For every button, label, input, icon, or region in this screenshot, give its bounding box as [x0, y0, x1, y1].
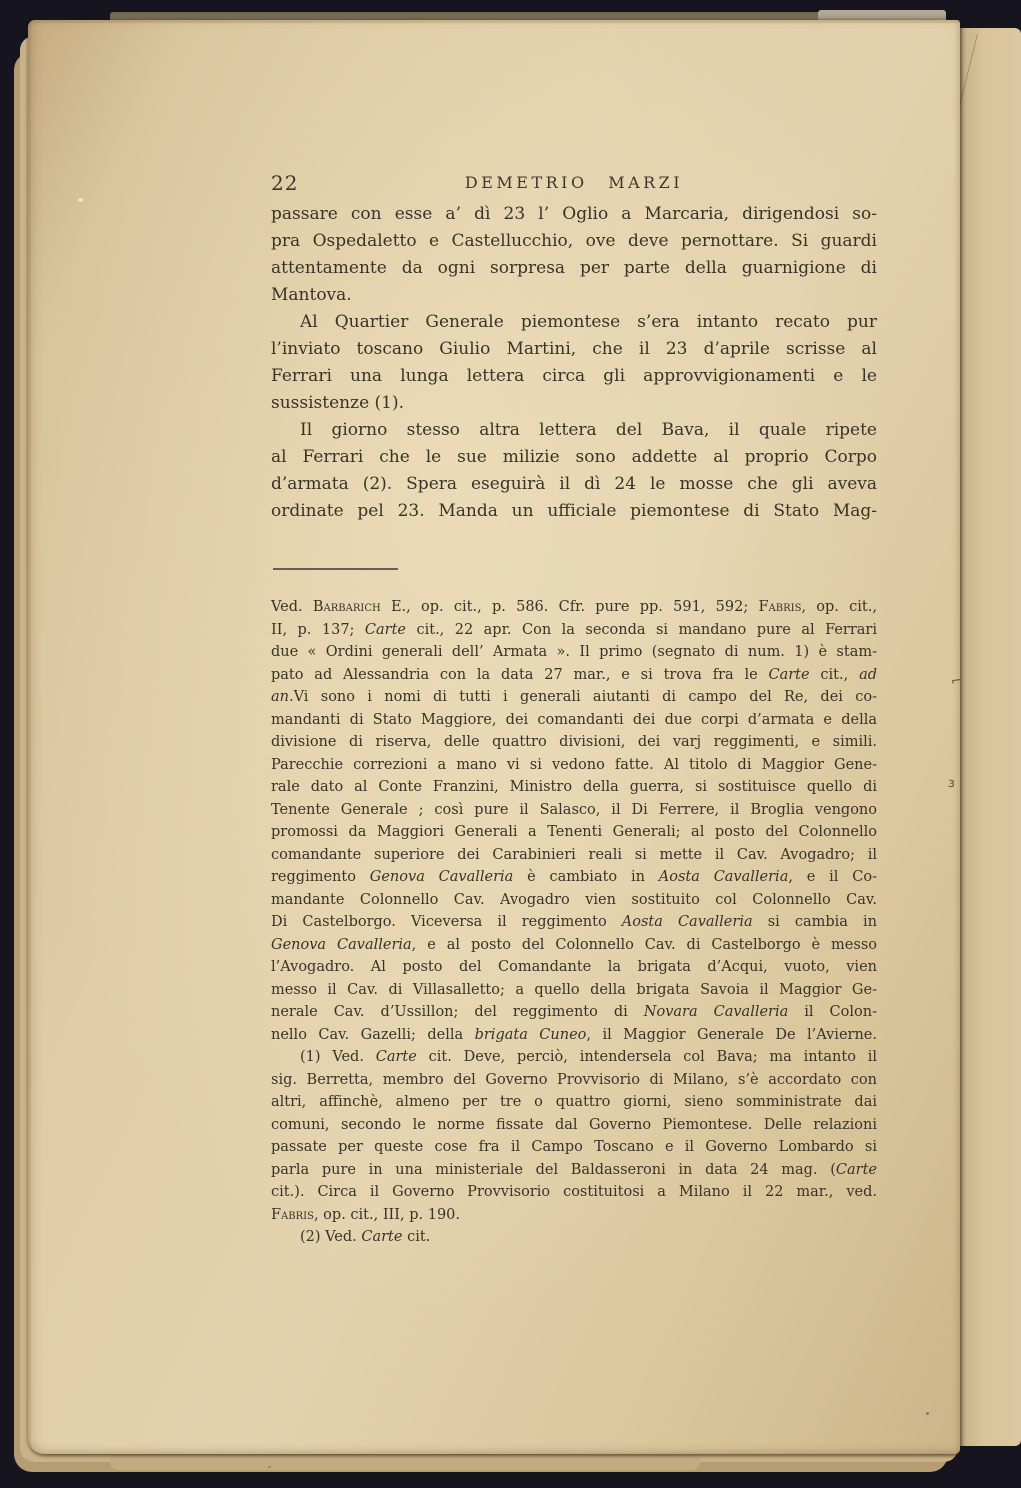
text-line	[271, 1114, 877, 1137]
text-line	[271, 1046, 877, 1069]
text-line	[271, 201, 877, 228]
text-line	[271, 709, 877, 732]
text-segment: Carte	[375, 1049, 417, 1065]
text-line	[271, 444, 877, 471]
text-line	[271, 641, 877, 664]
text-segment: mandanti di Stato Maggiore, dei comandanti dei due corpi d’armata e della	[271, 711, 877, 728]
paper-speck	[78, 198, 83, 202]
text-segment: Mantova.	[271, 285, 352, 305]
text-segment: Carte	[361, 1229, 403, 1245]
text-segment: si cambia in	[752, 914, 877, 930]
text-segment: è cambiato in	[513, 869, 659, 885]
text-segment: passare con esse a’ dì 23 l’ Oglio a Marcaria, dirigendosi so-	[271, 204, 877, 224]
text-segment: attentamente da ogni sorpresa per parte della guarnigione di	[271, 258, 877, 278]
text-segment: ordinate pel 23. Manda un ufficiale piemontese di Stato Mag-	[271, 501, 877, 521]
text-segment: sussistenze (1).	[271, 393, 405, 413]
text-segment: , op. cit.,	[801, 599, 877, 615]
text-segment: cit. Deve, perciò, intendersela col Bava; ma intanto il	[416, 1049, 877, 1065]
text-segment: Novara Cavalleria	[643, 1004, 789, 1020]
text-segment: reggimento	[271, 869, 370, 885]
text-segment: comandante superiore dei Carabinieri reali si mette il Cav. Avogadro; il	[271, 846, 877, 863]
text-line	[271, 471, 877, 498]
text-segment: pra Ospedaletto e Castellucchio, ove deve pernottare. Si guardi	[271, 231, 877, 251]
text-segment: Ferrari una lunga lettera circa gli approvvigionamenti e le	[271, 366, 877, 386]
text-segment: brigata Cuneo	[474, 1026, 587, 1043]
text-segment: due « Ordini generali dell’ Armata ». Il primo (segnato di num. 1) è stam-	[271, 644, 877, 660]
text-line	[271, 596, 877, 619]
text-segment: Barbarich	[312, 599, 381, 615]
text-line	[271, 282, 877, 309]
ink-edge-mark-icon: з	[947, 775, 956, 792]
text-line	[271, 731, 877, 754]
text-line	[271, 1136, 877, 1159]
text-segment: Aosta Cavalleria	[658, 869, 789, 885]
text-segment: nerale Cav. d’Ussillon; del reggimento di	[271, 1004, 644, 1020]
text-segment: Parecchie correzioni a mano vi si vedono fatte. Al titolo di Maggior Gene-	[271, 756, 877, 773]
ink-edge-mark-icon: ⌐	[950, 673, 963, 690]
text-segment: Genova Cavalleria	[369, 869, 514, 885]
text-segment: an.	[271, 689, 294, 705]
text-segment: il Colon-	[788, 1004, 877, 1020]
text-segment: Ved.	[271, 599, 313, 615]
text-segment: cit., 22 apr. Con la seconda si mandano pure al Ferrari	[406, 621, 877, 638]
text-segment: Il giorno stesso altra lettera del Bava, il quale ripete	[300, 420, 877, 440]
text-line	[271, 1091, 877, 1114]
book-page	[28, 20, 963, 1454]
text-segment: Fabris	[271, 1206, 314, 1223]
text-line	[271, 1159, 877, 1182]
text-segment: promossi da Maggiori Generali a Tenenti Generali; al posto del Colonnello	[271, 824, 877, 840]
text-segment: al Ferrari che le sue milizie sono addette al proprio Corpo	[271, 447, 877, 467]
text-segment: cit.). Circa il Governo Provvisorio costituitosi a Milano il 22 mar., ved.	[271, 1184, 877, 1200]
text-line	[271, 844, 877, 867]
text-segment: ad	[859, 666, 877, 683]
next-page-edge	[960, 28, 1021, 1446]
text-line	[271, 934, 877, 957]
text-segment: passate per queste cose fra il Campo Toscano e il Governo Lombardo si	[271, 1139, 877, 1155]
paper-speck	[926, 1412, 929, 1415]
text-segment: mandante Colonnello Cav. Avogadro vien sostituito col Colonnello Cav.	[271, 891, 877, 908]
text-line	[271, 686, 877, 709]
text-segment: , il Maggior Generale De l’Avierne.	[586, 1026, 877, 1043]
text-line	[271, 1069, 877, 1092]
text-segment: Carte	[835, 1161, 877, 1178]
page-number: 22	[271, 171, 299, 195]
text-segment: , e al posto del Colonnello Cav. di Castelborgo è messo	[411, 936, 877, 953]
text-segment: d’armata (2). Spera eseguirà il dì 24 le mosse che gli aveva	[271, 474, 877, 494]
text-line	[271, 498, 877, 525]
text-line	[271, 255, 877, 282]
text-line	[271, 309, 877, 336]
footnote-rule	[273, 568, 398, 570]
text-line	[271, 1181, 877, 1204]
text-segment: sig. Berretta, membro del Governo Provvisorio di Milano, s’è accordato con	[271, 1071, 877, 1088]
text-segment: Aosta Cavalleria	[621, 914, 753, 930]
text-line	[271, 821, 877, 844]
text-segment: , op. cit., III, p. 190.	[313, 1206, 461, 1223]
text-line	[271, 799, 877, 822]
text-line	[271, 1024, 877, 1047]
text-segment: E., op. cit., p. 586. Cfr. pure pp. 591, 592;	[380, 599, 759, 615]
text-segment: parla pure in una ministeriale del Baldasseroni in data 24 mag. (	[271, 1161, 836, 1178]
text-line	[271, 363, 877, 390]
page-header	[271, 170, 877, 196]
text-segment: Vi sono i nomi di tutti i generali aiutanti di campo del Re, dei co-	[293, 689, 877, 705]
text-line	[271, 979, 877, 1002]
text-line	[271, 911, 877, 934]
text-segment: Carte	[364, 621, 407, 638]
text-line	[271, 866, 877, 889]
text-line	[271, 1204, 877, 1227]
text-line	[271, 619, 877, 642]
text-segment: Carte	[768, 666, 810, 683]
body-text	[271, 201, 877, 525]
text-segment: pato ad Alessandria con la data 27 mar., e si trova fra le	[271, 666, 769, 683]
text-line	[271, 754, 877, 777]
text-line	[271, 1001, 877, 1024]
text-segment: Di Castelborgo. Viceversa il reggimento	[271, 914, 622, 930]
text-line	[271, 956, 877, 979]
text-segment: Fabris	[758, 599, 802, 615]
text-line	[271, 228, 877, 255]
text-segment: altri, affinchè, almeno per tre o quattro giorni, sieno somministrate dai	[271, 1094, 877, 1110]
text-segment: Genova Cavalleria	[271, 936, 412, 953]
text-line	[271, 417, 877, 444]
text-segment: divisione di riserva, delle quattro divisioni, dei varj reggimenti, e simili.	[271, 734, 877, 750]
paper-speck	[268, 1466, 271, 1468]
text-line	[271, 889, 877, 912]
text-segment: comuni, secondo le norme fissate dal Governo Piemontese. Delle relazioni	[271, 1116, 877, 1133]
text-line	[271, 664, 877, 687]
text-segment: Tenente Generale ; così pure il Salasco, il Di Ferrere, il Broglia vengono	[271, 801, 877, 818]
text-line	[271, 336, 877, 363]
text-segment: cit.	[402, 1229, 431, 1245]
text-segment: (2) Ved.	[300, 1229, 362, 1245]
footnotes	[271, 596, 877, 1249]
text-line	[271, 390, 877, 417]
text-segment: , e il Co-	[788, 869, 877, 885]
text-segment: l’inviato toscano Giulio Martini, che il 23 d’aprile scrisse al	[271, 339, 877, 359]
text-segment: rale dato al Conte Franzini, Ministro della guerra, si sostituisce quello di	[271, 779, 877, 795]
text-segment: cit.,	[809, 666, 860, 683]
text-segment: II, p. 137;	[271, 621, 365, 638]
text-line	[271, 1226, 877, 1249]
text-segment: messo il Cav. di Villasalletto; a quello della brigata Savoia il Maggior Ge-	[271, 981, 877, 998]
text-segment: Al Quartier Generale piemontese s’era intanto recato pur	[300, 312, 877, 332]
text-segment: l’Avogadro. Al posto del Comandante la brigata d’Acqui, vuoto, vien	[271, 959, 877, 975]
running-header: DEMETRIO MARZI	[464, 173, 684, 192]
text-segment: nello Cav. Gazelli; della	[271, 1026, 475, 1043]
text-line	[271, 776, 877, 799]
text-segment: (1) Ved.	[300, 1049, 376, 1065]
